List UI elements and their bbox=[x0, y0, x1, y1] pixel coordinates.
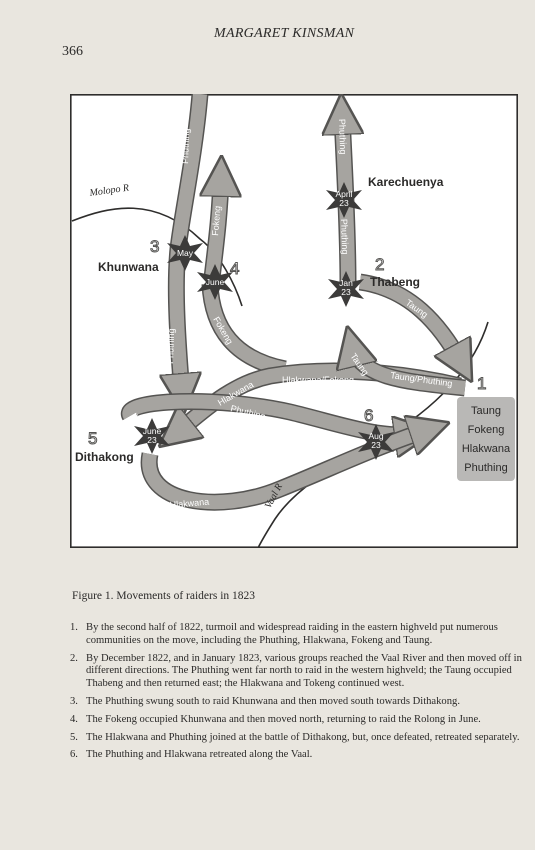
date-june: June bbox=[205, 277, 225, 287]
figure-caption: Figure 1. Movements of raiders in 1823 bbox=[72, 590, 256, 602]
label-phuthing-south: Phuthing bbox=[165, 328, 177, 365]
note-item bbox=[70, 749, 522, 762]
label-molopo-river: Molopo R bbox=[88, 182, 130, 199]
date-aug: Aug bbox=[368, 431, 384, 441]
step-4: 4 bbox=[230, 259, 240, 278]
label-vaal-river: Vaal R bbox=[262, 481, 286, 511]
step-1: 1 bbox=[477, 374, 487, 393]
date-june-dithakong-year: 23 bbox=[147, 435, 157, 445]
date-april-year: 23 bbox=[339, 198, 349, 208]
note-number: 3. bbox=[70, 695, 78, 707]
label-taung-phuthing: Taung/Phuthing bbox=[389, 370, 454, 389]
legend-fokeng: Fokeng bbox=[467, 424, 505, 436]
date-aug-year: 23 bbox=[371, 440, 381, 450]
raider-movements-map bbox=[70, 94, 518, 548]
place-thabeng: Thabeng bbox=[370, 275, 420, 289]
label-phuthing-karechuenya: Phuthing bbox=[337, 118, 349, 155]
step-5: 5 bbox=[88, 429, 98, 448]
label-hlakwana-bottom: Hlakwana bbox=[169, 496, 210, 510]
note-number: 6. bbox=[70, 749, 78, 761]
note-number: 1. bbox=[70, 622, 78, 633]
note-number: 5. bbox=[70, 731, 78, 743]
date-june-dithakong: June bbox=[142, 426, 162, 436]
label-fokeng-south: Fokeng bbox=[211, 315, 235, 347]
note-text: By December 1822, and in January 1823, various groups reached the Vaal River and then moved off in different directions. The Phuthing went far north to raid in the western highveld; the Taung occupied Thabeng and then returned east; the Hlakwana and Tokeng continued west. bbox=[86, 652, 522, 690]
label-hlakwana-fokeng: Hlakwana/Fokeng bbox=[282, 375, 355, 385]
label-hlakwana-upper: Hlakwana bbox=[216, 379, 256, 408]
place-karechuenya: Karechuenya bbox=[368, 175, 444, 189]
note-text: The Phuthing swung south to raid Khunwana and then moved south towards Dithakong. bbox=[86, 695, 460, 707]
label-hlakwana-lower: Hlakwana bbox=[252, 457, 294, 479]
note-item bbox=[70, 653, 522, 691]
label-taung-east: Taung bbox=[403, 297, 430, 320]
legend-phuthing: Phuthing bbox=[464, 462, 508, 474]
place-khunwana: Khunwana bbox=[98, 260, 159, 274]
running-head: MARGARET KINSMAN bbox=[214, 26, 355, 41]
step-3: 3 bbox=[150, 237, 160, 256]
step-6: 6 bbox=[364, 406, 374, 425]
note-number: 4. bbox=[70, 713, 78, 725]
note-text: The Fokeng occupied Khunwana and then moved north, returning to raid the Rolong in June. bbox=[86, 713, 481, 725]
place-dithakong: Dithakong bbox=[75, 450, 134, 464]
date-jan-year: 23 bbox=[341, 287, 351, 297]
note-text: By the second half of 1822, turmoil and widespread raiding in the eastern highveld put numerous communities on the move, including the Phuthing, Hlakwana, Fokeng and Taung. bbox=[86, 622, 498, 646]
note-item bbox=[70, 696, 522, 709]
note-item bbox=[70, 622, 522, 648]
date-jan: Jan bbox=[339, 278, 353, 288]
label-phuthing-mid: Phuthing bbox=[229, 403, 267, 422]
legend-taung: Taung bbox=[471, 405, 501, 417]
legend-hlakwana: Hlakwana bbox=[461, 443, 511, 455]
note-text: The Phuthing and Hlakwana retreated along the Vaal. bbox=[86, 749, 313, 761]
date-april: April bbox=[335, 189, 353, 199]
note-item bbox=[70, 714, 522, 727]
date-may: May bbox=[176, 248, 194, 258]
note-number: 2. bbox=[70, 652, 78, 664]
label-phuthing-north: Phuthing bbox=[339, 218, 351, 255]
page-number: 366 bbox=[62, 44, 83, 59]
label-taung-small: Taung bbox=[348, 351, 371, 378]
note-text: The Hlakwana and Phuthing joined at the battle of Dithakong, but, once defeated, retreated separately. bbox=[86, 731, 520, 743]
label-phuthing-top: Phuthing bbox=[180, 128, 192, 165]
notes-list bbox=[70, 622, 522, 767]
label-fokeng-north: Fokeng bbox=[210, 205, 223, 237]
step-2: 2 bbox=[375, 255, 385, 274]
note-item bbox=[70, 732, 522, 745]
